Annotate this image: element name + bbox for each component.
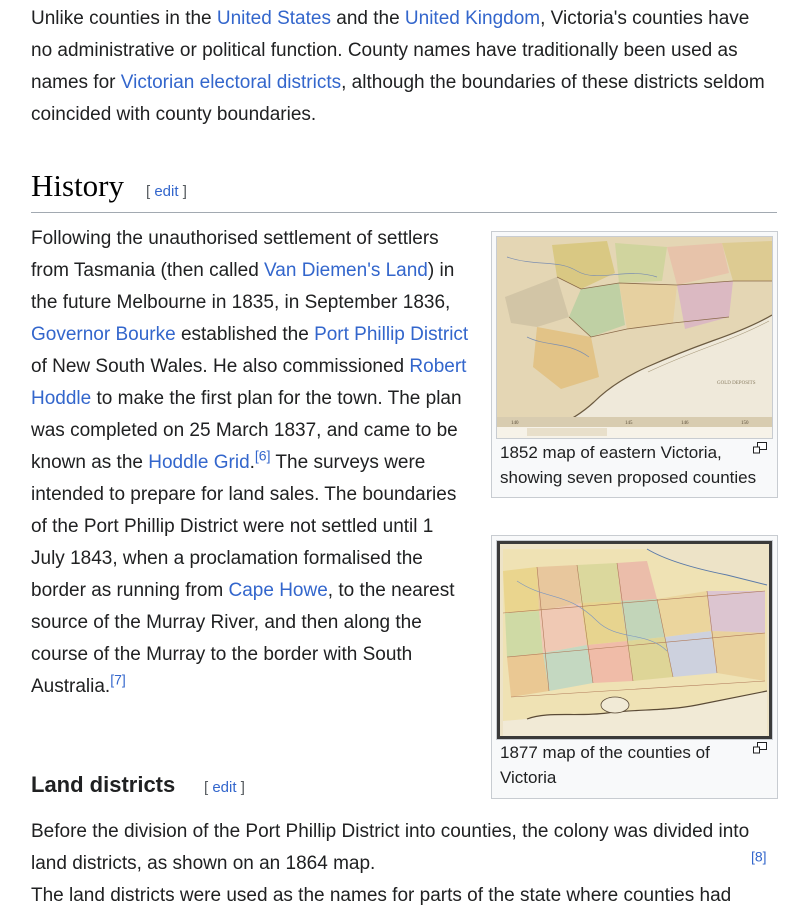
link-united-kingdom[interactable]: United Kingdom bbox=[404, 8, 541, 29]
magnify-icon[interactable] bbox=[753, 742, 767, 754]
history-heading bbox=[31, 166, 777, 213]
map-1852-scale-2: 145 bbox=[625, 421, 633, 426]
link-united-states[interactable]: United States bbox=[216, 8, 331, 29]
map-1852-label: GOLD DEPOSITS bbox=[717, 381, 756, 386]
history-text-6: . bbox=[249, 452, 255, 473]
intro-paragraph bbox=[31, 3, 771, 131]
map-1852-scale-4: 150 bbox=[741, 421, 749, 426]
land-text-1: Before the division of the Port Phillip District into counties, the colony was divided into land districts, as shown on an 1864 map. bbox=[31, 821, 750, 874]
link-hoddle-grid[interactable]: Hoddle Grid bbox=[148, 452, 250, 473]
land-districts-paragraph bbox=[31, 816, 776, 912]
history-text-3: established the bbox=[175, 324, 315, 345]
land-districts-edit-link[interactable]: edit bbox=[212, 779, 237, 796]
edit-bracket-close: ] bbox=[236, 779, 245, 796]
link-victorian-electoral-districts[interactable]: Victorian electoral districts bbox=[120, 72, 342, 93]
intro-text-4: , although the boundaries of these districts seldom coincided with county boundaries. bbox=[31, 72, 765, 125]
thumbnail-1852-map bbox=[491, 231, 778, 498]
map-1852-image[interactable] bbox=[496, 236, 773, 439]
history-text-5: to make the first plan for the town. The plan was completed on 25 March 1837, and came to be known as the bbox=[31, 388, 462, 473]
caption-1877-map: 1877 map of the counties of Victoria bbox=[500, 743, 710, 787]
history-text-8: , to the nearest source of the Murray River, and then along the course of the Murray to the border with South Australia. bbox=[31, 580, 455, 697]
history-edit-section bbox=[146, 183, 187, 200]
history-text-4: of New South Wales. He also commissioned bbox=[31, 356, 410, 377]
intro-text-1: Unlike counties in the bbox=[31, 8, 217, 29]
map-1877-drawing bbox=[497, 541, 772, 739]
history-heading-title: History bbox=[31, 168, 124, 203]
intro-text-2: and the bbox=[330, 8, 405, 29]
caption-1852-map: 1852 map of eastern Victoria, showing seven proposed counties bbox=[500, 443, 757, 487]
reference-6 bbox=[255, 448, 271, 464]
history-text-2: ) in the future Melbourne in 1835, in September 1836, bbox=[31, 260, 455, 313]
map-1852-scale-3: 146 bbox=[681, 421, 689, 426]
map-1852-scale-1: 140 bbox=[511, 421, 519, 426]
reference-7 bbox=[110, 672, 126, 688]
history-paragraph bbox=[31, 223, 471, 703]
history-text-7: The surveys were intended to prepare for land sales. The boundaries of the Port Phillip District were not settled until 1 July 1843, when a proclamation formalised the border as running from bbox=[31, 452, 457, 601]
reference-7-link[interactable]: [7] bbox=[110, 671, 126, 688]
map-1877-image[interactable] bbox=[496, 540, 773, 740]
link-robert-hoddle[interactable]: Robert Hoddle bbox=[31, 356, 467, 409]
magnify-icon[interactable] bbox=[753, 442, 767, 454]
link-van-diemens-land[interactable]: Van Diemen's Land bbox=[264, 260, 428, 281]
edit-bracket-open: [ bbox=[146, 183, 155, 200]
history-text-1: Following the unauthorised settlement of settlers from Tasmania (then called bbox=[31, 228, 439, 281]
land-text-2: The land districts were used as the names for parts of the state where counties had bbox=[31, 885, 732, 906]
history-edit-link[interactable]: edit bbox=[154, 183, 179, 200]
link-cape-howe[interactable]: Cape Howe bbox=[228, 580, 328, 601]
link-port-phillip-district[interactable]: Port Phillip District bbox=[314, 324, 469, 345]
land-districts-edit-section bbox=[204, 779, 245, 796]
land-districts-heading-title: Land districts bbox=[31, 772, 176, 797]
intro-text-3: , Victoria's counties have no administrative or political function. County names have traditionally been used as names for bbox=[31, 8, 750, 93]
edit-bracket-close: ] bbox=[178, 183, 187, 200]
thumbnail-1877-map bbox=[491, 535, 778, 799]
map-1852-drawing bbox=[497, 237, 772, 438]
reference-8 bbox=[751, 849, 767, 865]
link-governor-bourke[interactable]: Governor Bourke bbox=[31, 324, 176, 345]
reference-8-link[interactable]: [8] bbox=[751, 848, 767, 865]
reference-6-link[interactable]: [6] bbox=[254, 447, 271, 464]
edit-bracket-open: [ bbox=[204, 779, 213, 796]
